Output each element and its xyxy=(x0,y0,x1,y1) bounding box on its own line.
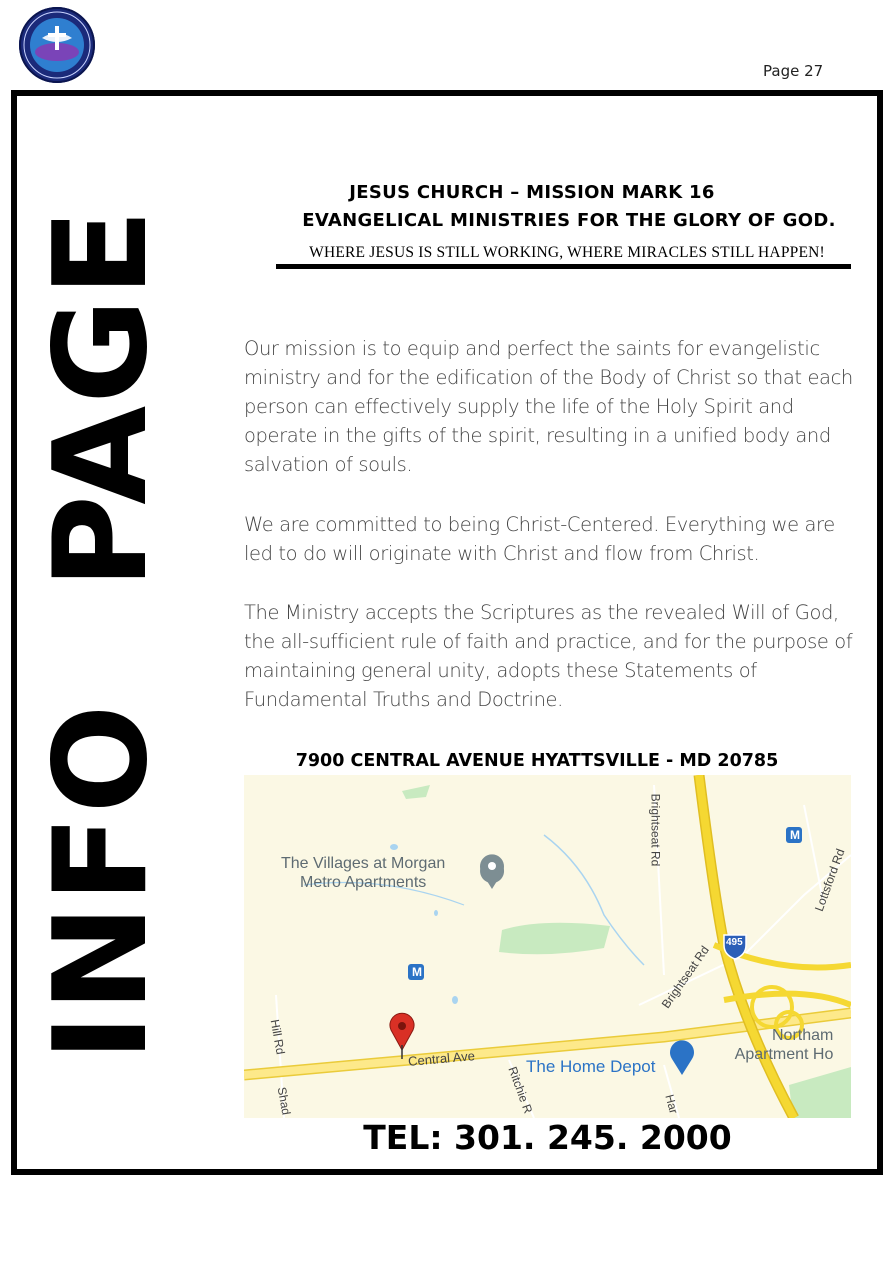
interstate-shield-label: 495 xyxy=(726,937,743,948)
pond xyxy=(434,910,438,916)
church-logo xyxy=(18,6,96,84)
metro-badge-label: M xyxy=(412,965,422,979)
park-area xyxy=(789,1067,851,1118)
park-area xyxy=(402,785,430,799)
vertical-title xyxy=(17,96,187,1169)
vertical-title-info: INFO xyxy=(27,702,176,1062)
doctrine-paragraph: The Ministry accepts the Scriptures as the revealed Will of God, the all-sufficient rule of faith and practice, and for the purpose of maintaining general unity, adopts these Statements of Fundamental Truths and Doctrine. xyxy=(244,601,853,711)
content-frame xyxy=(11,90,883,1175)
apartments-pin xyxy=(480,854,504,889)
park-area xyxy=(499,923,610,954)
road-har-label: Har xyxy=(662,1092,681,1116)
page-number: Page 27 xyxy=(763,62,824,80)
pond xyxy=(390,844,398,850)
poi-northam-line2: Apartment Ho xyxy=(734,1046,834,1063)
road-lottsford-label: Lottsford Rd xyxy=(811,846,848,914)
location-map[interactable] xyxy=(244,775,851,1118)
road-central-label: Central Ave xyxy=(407,1048,476,1069)
road-brightseat-top-label: Brightseat Rd xyxy=(648,793,663,867)
metro-badge-label: M xyxy=(790,828,800,842)
heading-divider xyxy=(276,264,851,269)
poi-villages-line2: Metro Apartments xyxy=(299,874,427,891)
heading-ministry: EVANGELICAL MINISTRIES FOR THE GLORY OF GOD. xyxy=(302,210,836,231)
home-depot-pin xyxy=(670,1040,694,1075)
poi-northam-line1: Northam xyxy=(772,1027,834,1044)
commitment-paragraph: We are committed to being Christ-Centered. Everything we are led to do will originate with Christ and flow from Christ. xyxy=(244,513,835,565)
road-brightseat-mid-label: Brightseat Rd xyxy=(658,943,712,1011)
heading-church-name: JESUS CHURCH – MISSION MARK 16 xyxy=(349,182,715,203)
location-pin xyxy=(390,1013,414,1050)
poi-villages-label xyxy=(281,854,445,892)
phone-number: TEL: 301. 245. 2000 xyxy=(363,1118,732,1157)
apartments-pin-dot xyxy=(488,862,496,870)
road-shad-label: Shad xyxy=(274,1085,294,1117)
mission-paragraph: Our mission is to equip and perfect the saints for evangelistic ministry and for the edification of the Body of Christ so that each person can effectively supply the life of the Holy Spirit and operate in the gifts of the spirit, resulting in a unified body and salvation of souls. xyxy=(244,337,853,476)
road-hill-label: Hill Rd xyxy=(267,1018,288,1056)
poi-northam-label xyxy=(732,1026,833,1064)
tagline: WHERE JESUS IS STILL WORKING, WHERE MIRACLES STILL HAPPEN! xyxy=(309,244,825,261)
location-pin-dot xyxy=(398,1022,406,1030)
road-ritchie-label: Ritchie R xyxy=(505,1064,536,1116)
pond xyxy=(452,996,458,1004)
poi-villages-line1: The Villages at Morgan xyxy=(281,855,446,872)
vertical-title-page: PAGE xyxy=(27,207,176,589)
poi-home-depot-label: The Home Depot xyxy=(526,1057,656,1076)
address: 7900 CENTRAL AVENUE HYATTSVILLE - MD 20785 xyxy=(295,751,779,771)
